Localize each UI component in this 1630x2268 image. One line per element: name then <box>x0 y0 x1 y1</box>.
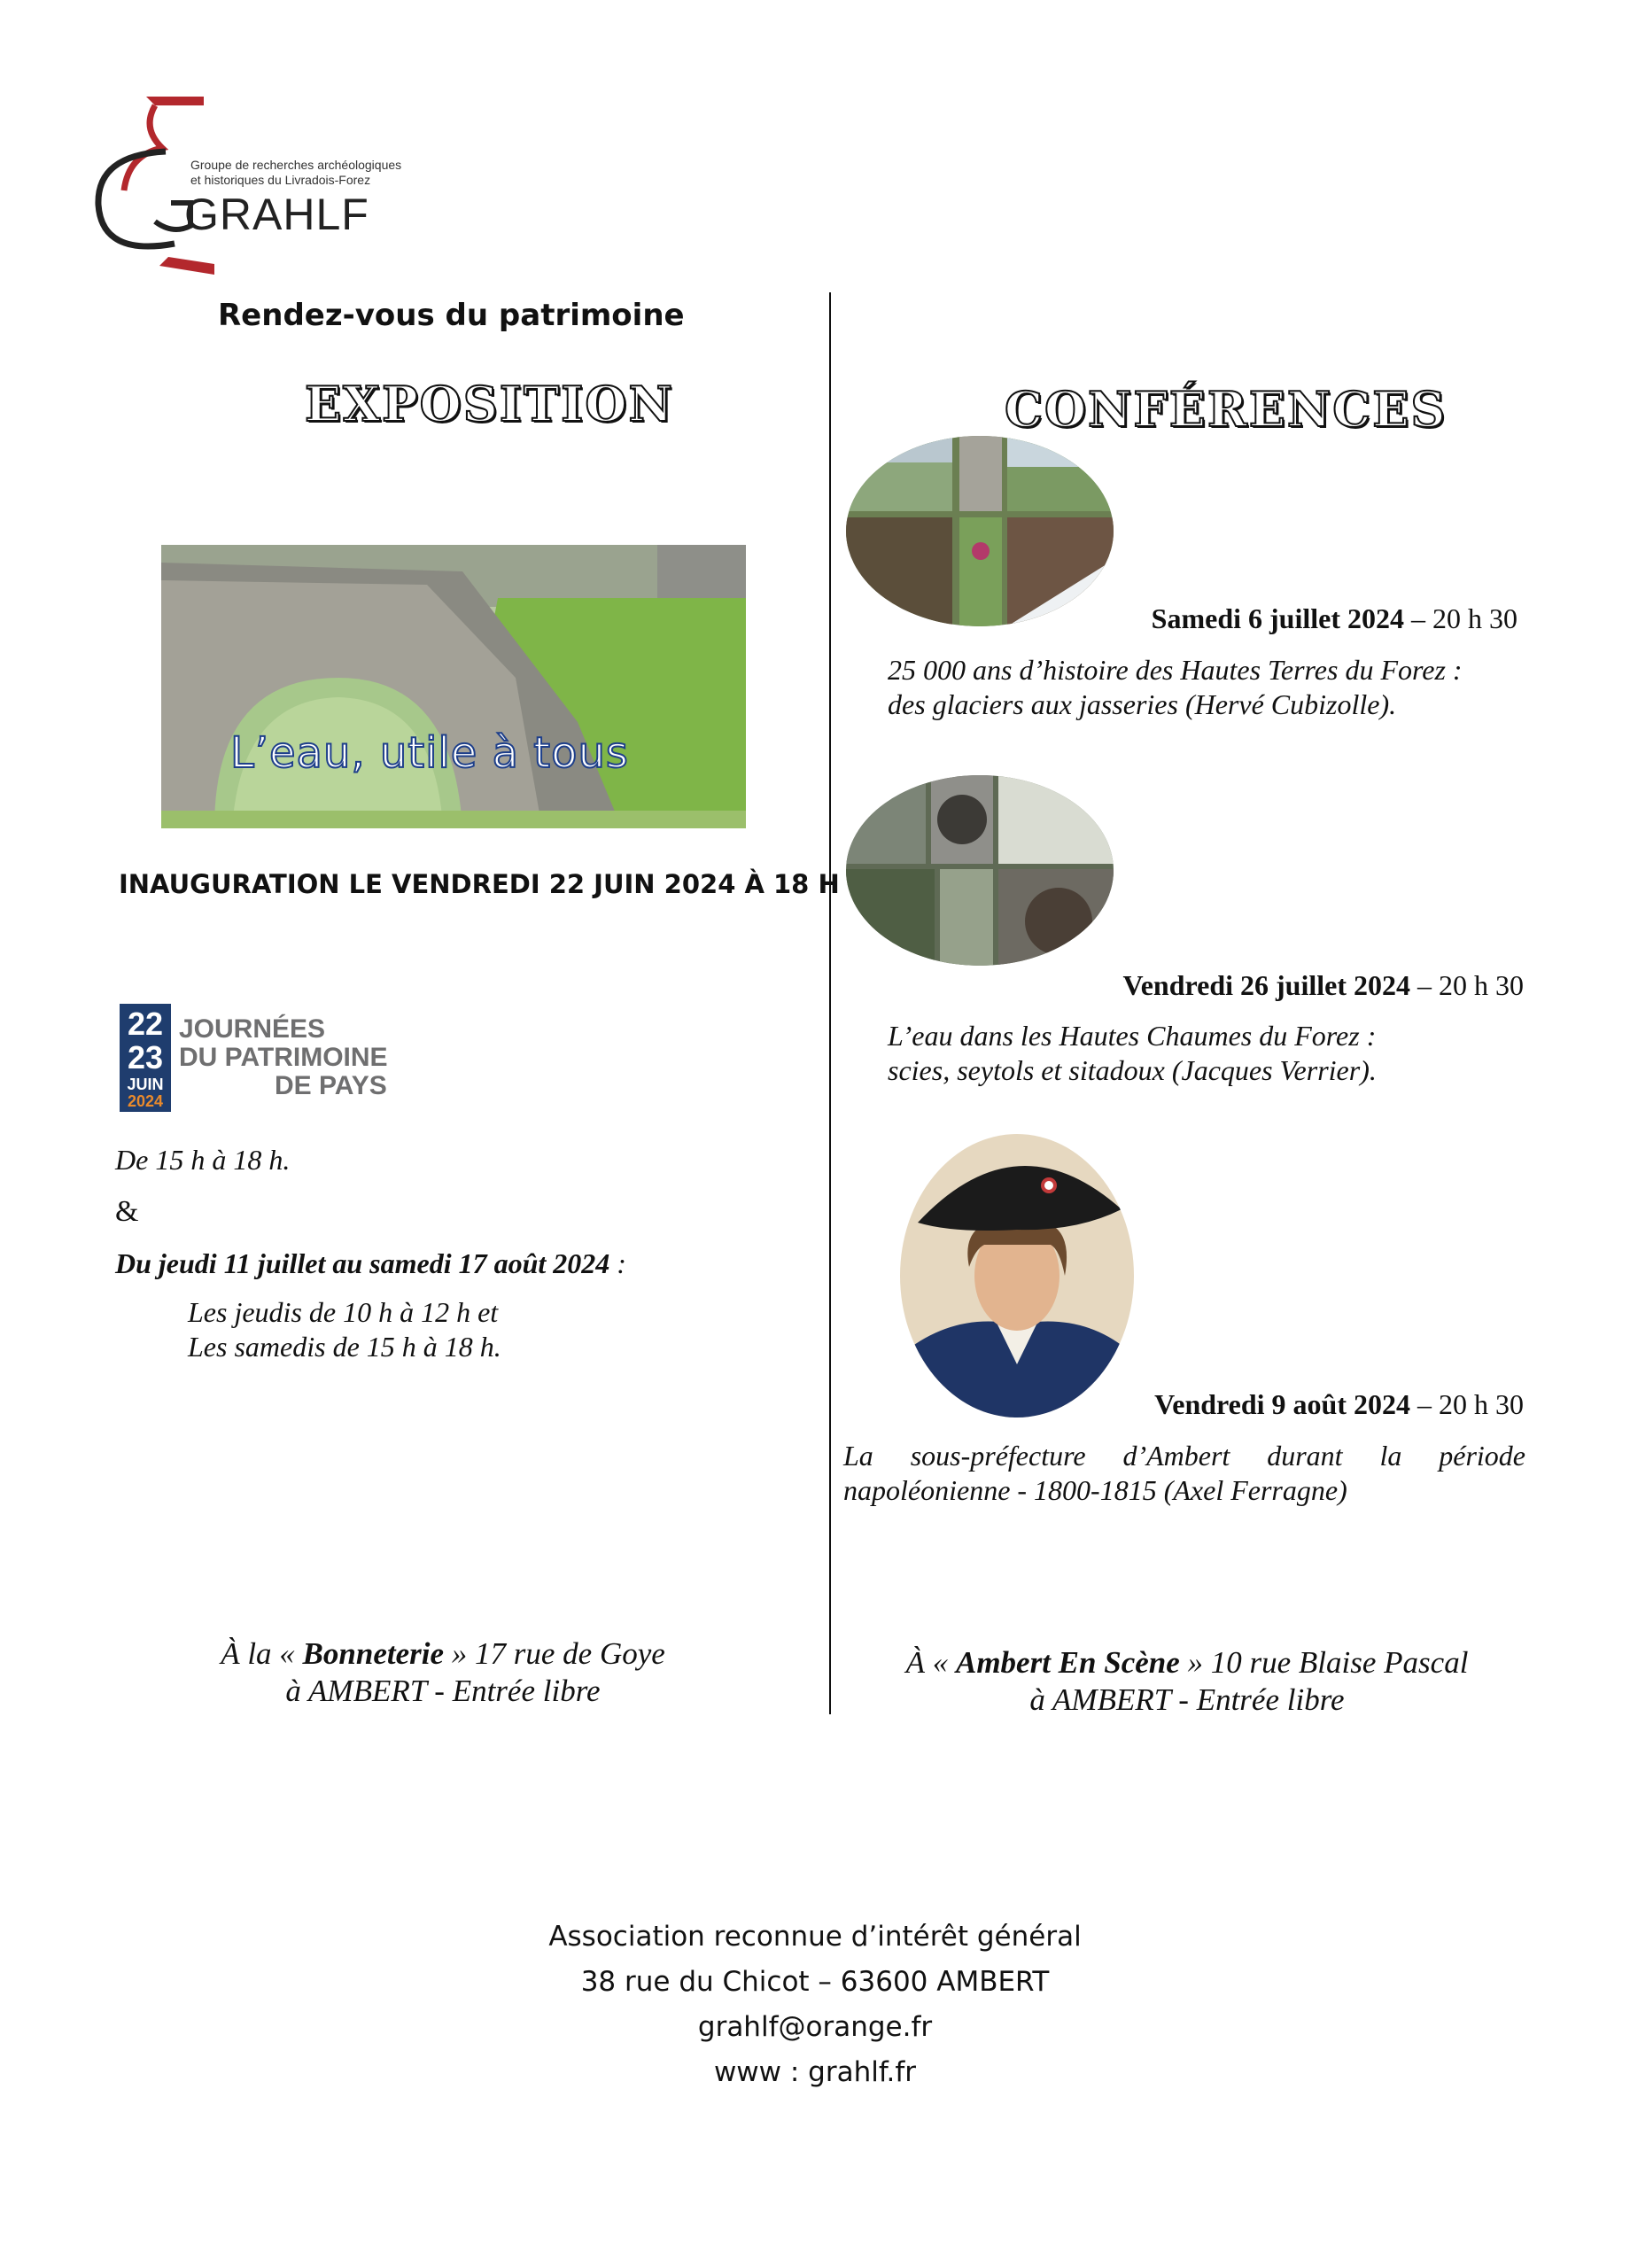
jpp-day2: 23 <box>127 1039 164 1076</box>
exposition-period: Du jeudi 11 juillet au samedi 17 août 2024 : <box>115 1247 626 1279</box>
logo-subtitle: Groupe de recherches archéologiques et historiques du Livradois-Forez <box>190 158 402 187</box>
footer-email[interactable]: grahlf@orange.fr <box>697 2011 933 2043</box>
conference3-description: La sous-préfecture d’Ambert durant la période napoléonienne - 1800-1815 (Axel Ferragne) <box>843 1440 1525 1506</box>
jpp-text-line3: DE PAYS <box>275 1071 387 1100</box>
footer-association: Association reconnue d’intérêt général <box>548 1921 1082 1953</box>
footer-address: 38 rue du Chicot – 63600 AMBERT <box>580 1966 1050 1998</box>
logo-wordmark: GRAHLF <box>184 190 369 239</box>
jpp-text-line1: JOURNÉES <box>179 1014 326 1044</box>
rendezvous-title: Rendez-vous du patrimoine <box>218 298 685 333</box>
exposition-hours-jpp: De 15 h à 18 h. <box>115 1144 291 1176</box>
exposition-hours-thursday: Les jeudis de 10 h à 12 h et <box>188 1296 499 1328</box>
jpp-month: JUIN <box>127 1076 164 1093</box>
exposition-hours-saturday: Les samedis de 15 h à 18 h. <box>188 1331 501 1363</box>
conferences-heading: CONFÉRENCES <box>1005 381 1448 438</box>
jpp-year: 2024 <box>127 1092 164 1110</box>
conference1-image <box>846 436 1114 626</box>
conferences-venue: À « Ambert En Scène » 10 rue Blaise Pascal à AMBERT - Entrée libre <box>905 1645 1469 1717</box>
exposition-photo <box>161 545 746 828</box>
conference2-image <box>846 775 1114 966</box>
exposition-venue: À la « Bonneterie » 17 rue de Goye à AMBERT - Entrée libre <box>221 1636 665 1708</box>
footer-website[interactable]: www : grahlf.fr <box>713 2056 917 2088</box>
conference3-date: Vendredi 9 août 2024 – 20 h 30 <box>1154 1388 1524 1420</box>
exposition-heading: EXPOSITION <box>305 376 674 432</box>
conference3-portrait <box>900 1134 1134 1418</box>
jpp-text-line2: DU PATRIMOINE <box>179 1043 388 1072</box>
ampersand: & <box>115 1195 139 1228</box>
conference1-description: 25 000 ans d’histoire des Hautes Terres du Forez : des glaciers aux jasseries (Hervé Cubizolle). <box>888 654 1463 720</box>
conference1-date: Samedi 6 juillet 2024 – 20 h 30 <box>1151 602 1517 634</box>
column-divider <box>829 292 831 1714</box>
exposition-photo-caption: L’eau, utile à tous <box>230 728 629 778</box>
conference2-date: Vendredi 26 juillet 2024 – 20 h 30 <box>1122 969 1524 1001</box>
jpp-day1: 22 <box>127 1006 164 1042</box>
inauguration-text: INAUGURATION LE VENDREDI 22 JUIN 2024 À 18 H <box>119 869 840 899</box>
conference2-description: L’eau dans les Hautes Chaumes du Forez : scies, seytols et sitadoux (Jacques Verrier). <box>888 1020 1377 1086</box>
